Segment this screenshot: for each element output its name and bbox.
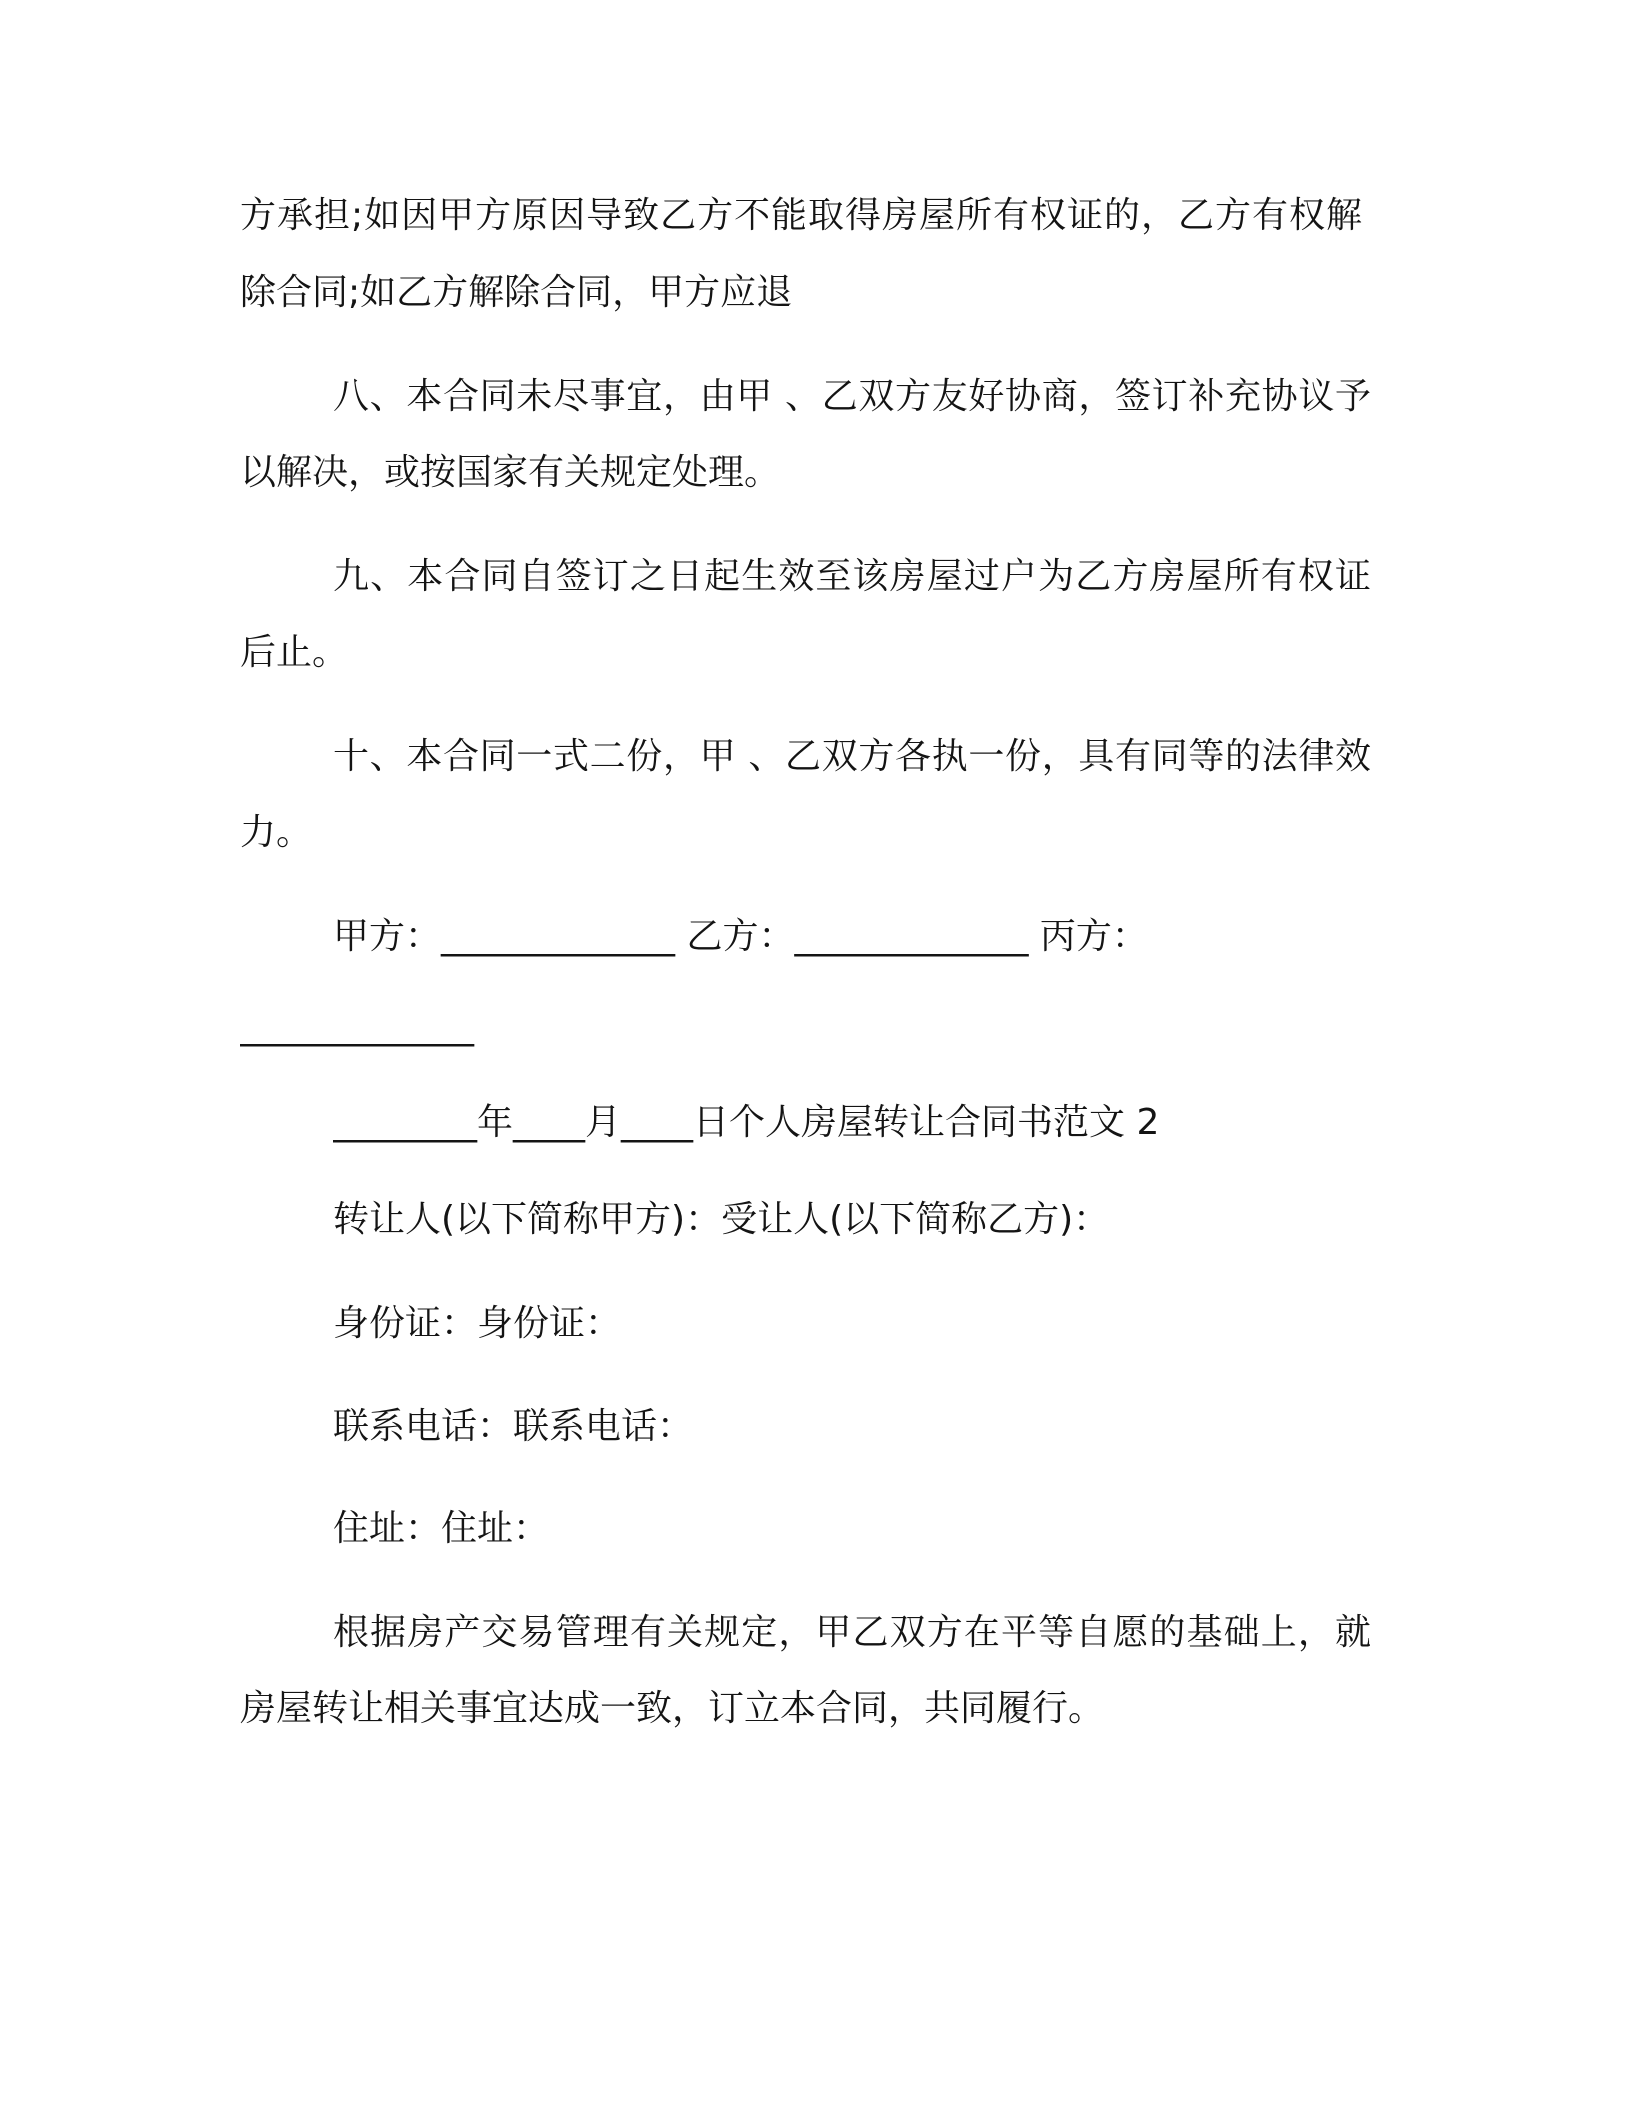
paragraph-line: 方承担;如因甲方原因导致乙方不能取得房屋所有权证的，乙方有权解 — [240, 195, 1362, 236]
clause-10-line: 力。 — [240, 812, 313, 853]
preamble-line: 根据房产交易管理有关规定，甲乙双方在平等自愿的基础上，就 — [333, 1612, 1371, 1653]
signature-line: 甲方：_____________ 乙方：_____________ 丙方： — [333, 916, 1148, 957]
address-line: 住址：住址： — [333, 1508, 550, 1549]
date-title-line: ________年____月____日个人房屋转让合同书范文 2 — [333, 1102, 1160, 1143]
parties-line: 转让人(以下简称甲方)：受让人(以下简称乙方)： — [333, 1199, 1110, 1240]
clause-9-line: 后止。 — [240, 632, 349, 673]
signature-blank: _____________ — [240, 1006, 474, 1047]
phone-line: 联系电话：联系电话： — [333, 1406, 694, 1447]
paragraph-line: 除合同;如乙方解除合同，甲方应退 — [240, 272, 793, 313]
clause-9-line: 九、本合同自签订之日起生效至该房屋过户为乙方房屋所有权证 — [333, 556, 1371, 597]
clause-10-line: 十、本合同一式二份，甲 、乙双方各执一份，具有同等的法律效 — [333, 736, 1371, 777]
preamble-line: 房屋转让相关事宜达成一致，订立本合同，共同履行。 — [240, 1688, 1105, 1729]
clause-8-line: 八、本合同未尽事宜，由甲 、乙双方友好协商，签订补充协议予 — [333, 376, 1371, 417]
clause-8-line: 以解决，或按国家有关规定处理。 — [240, 452, 781, 493]
id-card-line: 身份证：身份证： — [333, 1303, 622, 1344]
